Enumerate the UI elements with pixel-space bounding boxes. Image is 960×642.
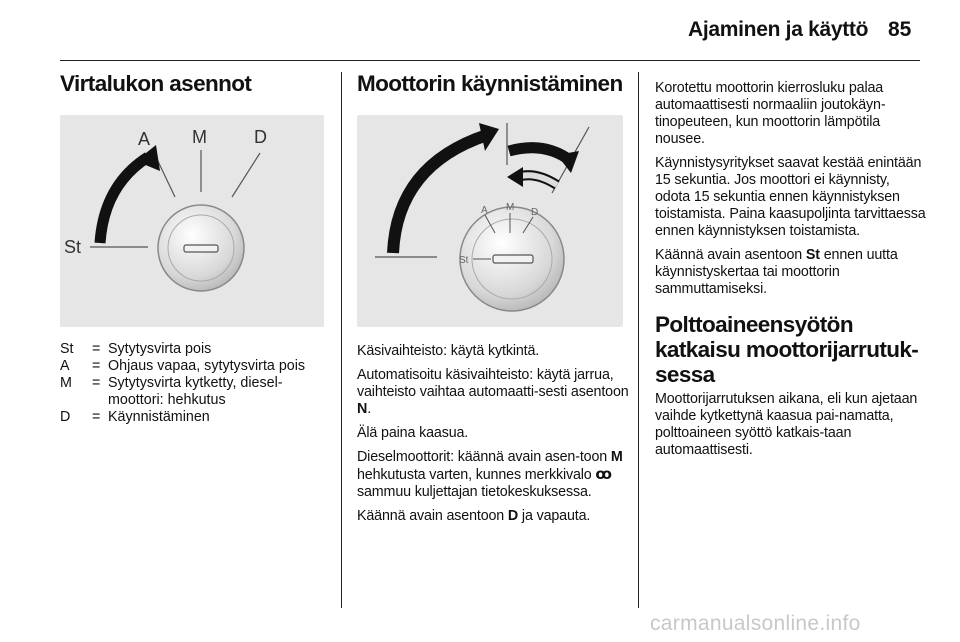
engine-start-figure	[357, 115, 623, 327]
paragraph: Dieselmoottorit: käännä avain asen-toon M hehkutusta varten, kunnes merkkivalo ꝏ sammuu kuljettajan tietokeskuksessa.	[357, 449, 623, 500]
label-a: A	[138, 129, 151, 149]
glow-plug-icon: ꝏ	[595, 465, 612, 483]
svg-text:M: M	[506, 202, 515, 213]
rotation-arrow	[100, 157, 148, 243]
svg-text:St: St	[459, 255, 469, 266]
d-indicator-line	[232, 153, 260, 197]
column-ignition-positions	[60, 70, 332, 426]
paragraph: Käynnistysyritykset saavat kestää enintään 15 sekuntia. Jos moottori ei käynnisty, odota 15 sekuntia ennen käynnistyksen toistamista. Paina kaasupoljinta tarvittaessa ennen käynnistyksen toistamista.	[655, 155, 926, 239]
paragraph: Korotettu moottorin kierrosluku palaa automaattisesti normaaliin joutokäyn-tinopeuteen, kun moottorin lämpötila nousee.	[655, 80, 886, 147]
column-fuel-cutoff	[655, 80, 927, 466]
page-header	[0, 0, 960, 62]
section-heading-fuel-cutoff: Polttoaineensyötön katkaisu moottorijarrutuk-sessa	[655, 312, 919, 387]
label-st: St	[64, 237, 82, 257]
watermark: carmanualsonline.info	[650, 612, 861, 635]
key-slot	[184, 245, 218, 252]
paragraph: Automatisoitu käsivaihteisto: käytä jarrua, vaihteisto vaihtaa automaatti-sesti asentoon N.	[357, 367, 629, 417]
paragraph: Moottorijarrutuksen aikana, eli kun ajetaan vaihde kytkettynä kaasua pai-namatta, polttoaineen syöttö katkais-taan automaattisesti.	[655, 391, 918, 458]
key-turn-illustration	[357, 115, 623, 327]
column-engine-start	[357, 70, 629, 532]
svg-text:D: D	[531, 207, 539, 218]
paragraph: Käsivaihteisto: käytä kytkintä.	[357, 343, 540, 359]
key-slot	[493, 255, 533, 263]
paragraph: Käännä avain asentoon D ja vapauta.	[357, 508, 591, 524]
legend-row: D = Käynnistäminen	[60, 409, 210, 425]
position-legend	[60, 341, 332, 426]
section-heading-ignition: Virtalukon asennot	[60, 71, 252, 96]
paragraph: Älä paina kaasua.	[357, 425, 469, 441]
svg-text:A: A	[481, 205, 488, 216]
header-rule	[60, 60, 920, 61]
column-divider	[638, 72, 639, 608]
page-number: 85	[888, 18, 912, 41]
section-heading-engine-start: Moottorin käynnistäminen	[357, 71, 623, 96]
legend-row: A = Ohjaus vapaa, sytytysvirta pois	[60, 358, 306, 374]
engine-start-text	[357, 343, 629, 525]
paragraph: Käännä avain asentoon St ennen uutta käynnistyskertaa tai moottorin sammuttamiseksi.	[655, 247, 898, 297]
label-d: D	[254, 127, 267, 147]
legend-row: St = Sytytysvirta pois	[60, 341, 212, 357]
label-m: M	[192, 127, 207, 147]
legend-row: M = Sytytysvirta kytketty, diesel-moottori: hehkutus	[60, 375, 283, 408]
chapter-title: Ajaminen ja käyttö	[688, 18, 869, 41]
ignition-switch-figure	[60, 115, 324, 327]
column-divider	[341, 72, 342, 608]
ignition-switch-illustration	[60, 115, 324, 327]
